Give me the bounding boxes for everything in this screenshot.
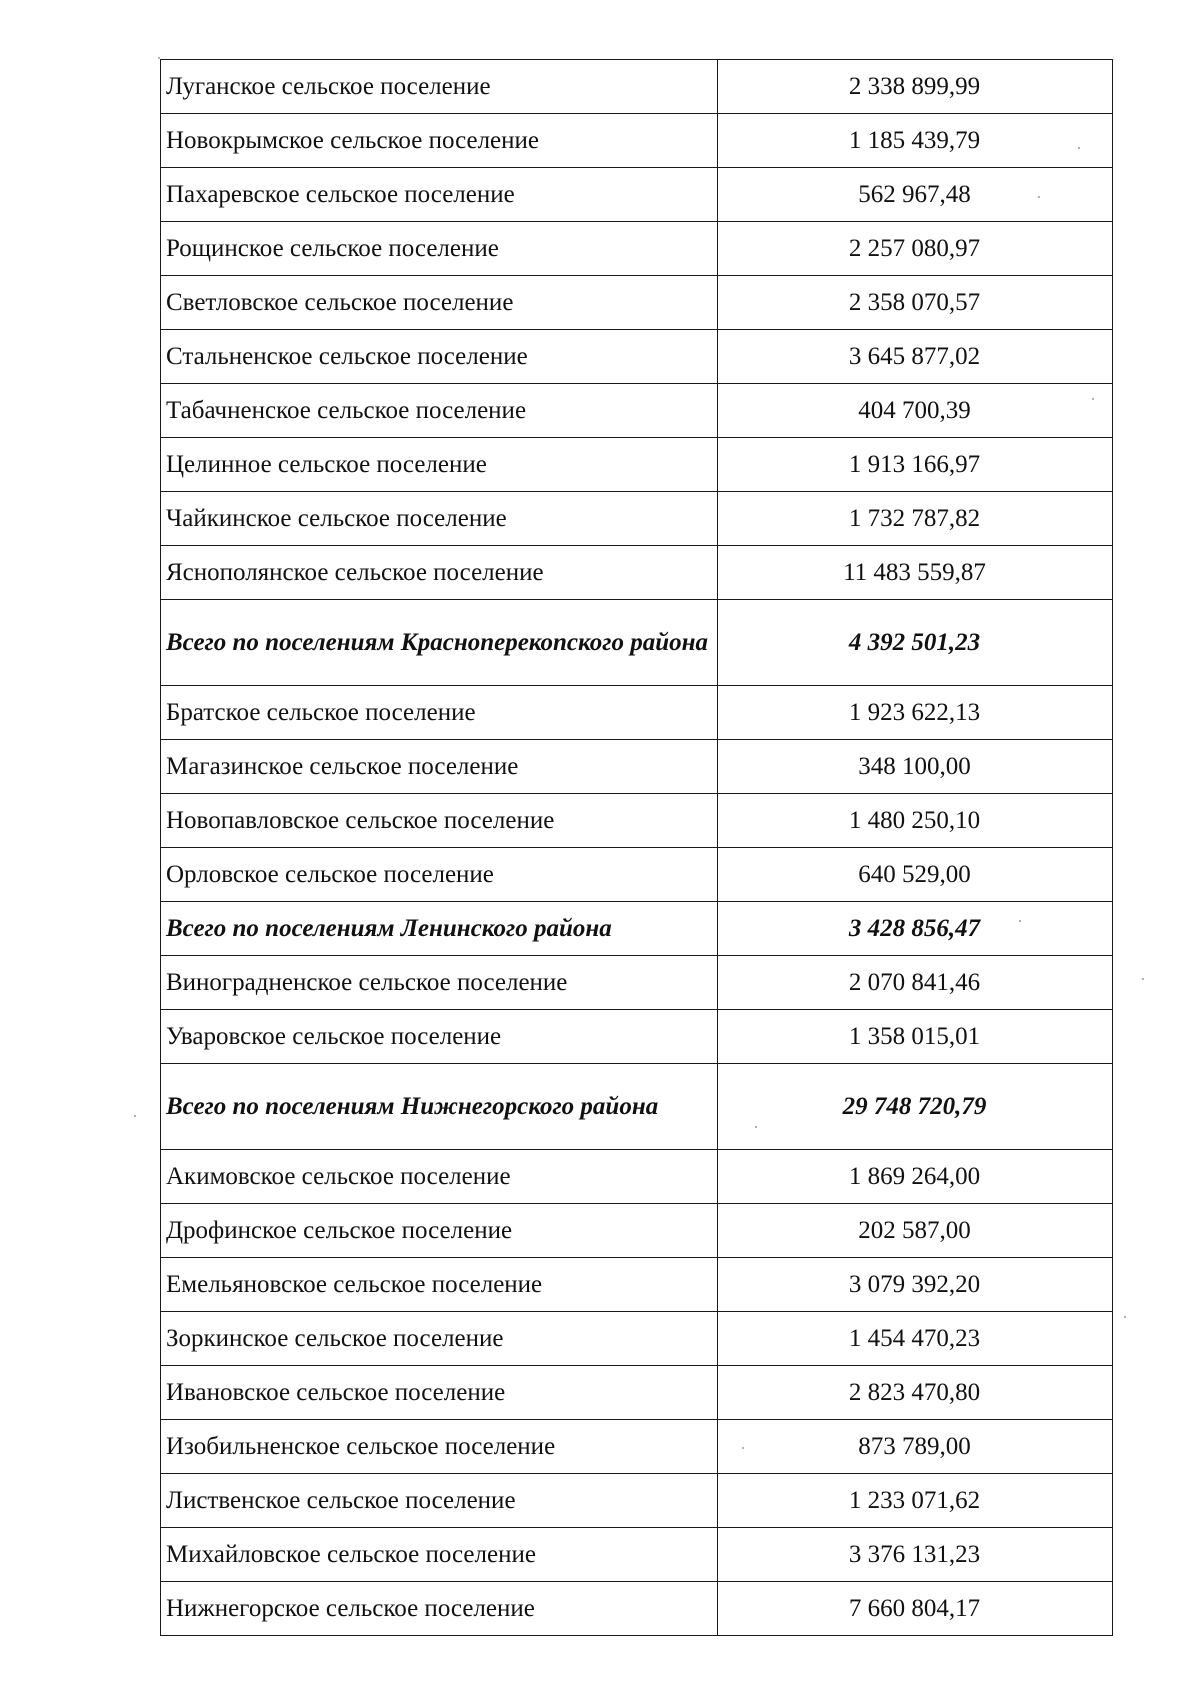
amount-cell: 2 338 899,99 — [718, 60, 1113, 114]
amount-cell: 3 079 392,20 — [718, 1258, 1113, 1312]
total-value-cell: 29 748 720,79 — [718, 1064, 1113, 1150]
settlement-name-cell: Михайловское сельское поселение — [161, 1528, 718, 1582]
table-row — [161, 1258, 1113, 1312]
settlement-name-cell: Чайкинское сельское поселение — [161, 492, 718, 546]
settlement-name-cell: Изобильненское сельское поселение — [161, 1420, 718, 1474]
total-label-cell: Всего по поселениям Ленинского района — [161, 902, 718, 956]
settlement-name-cell: Уваровское сельское поселение — [161, 1010, 718, 1064]
amount-cell: 7 660 804,17 — [718, 1582, 1113, 1636]
settlement-name-cell: Новокрымское сельское поселение — [161, 114, 718, 168]
table-row — [161, 740, 1113, 794]
amount-cell: 1 913 166,97 — [718, 438, 1113, 492]
scan-speck — [1124, 1316, 1126, 1318]
settlement-name-cell: Магазинское сельское поселение — [161, 740, 718, 794]
table-row — [161, 1150, 1113, 1204]
settlement-name-cell: Светловское сельское поселение — [161, 276, 718, 330]
table-row — [161, 1528, 1113, 1582]
amount-cell: 3 376 131,23 — [718, 1528, 1113, 1582]
settlement-name-cell: Емельяновское сельское поселение — [161, 1258, 718, 1312]
table-row — [161, 848, 1113, 902]
scan-speck — [134, 1115, 136, 1117]
amount-cell: 3 645 877,02 — [718, 330, 1113, 384]
settlement-name-cell: Целинное сельское поселение — [161, 438, 718, 492]
table-row — [161, 384, 1113, 438]
settlement-name-cell: Дрофинское сельское поселение — [161, 1204, 718, 1258]
amount-cell: 2 070 841,46 — [718, 956, 1113, 1010]
table-row — [161, 794, 1113, 848]
scan-speck — [1078, 147, 1080, 149]
scan-speck — [742, 1447, 744, 1449]
amount-cell: 1 185 439,79 — [718, 114, 1113, 168]
settlement-name-cell: Лиственское сельское поселение — [161, 1474, 718, 1528]
table-row — [161, 1366, 1113, 1420]
amount-cell: 1 869 264,00 — [718, 1150, 1113, 1204]
settlement-name-cell: Рощинское сельское поселение — [161, 222, 718, 276]
settlement-name-cell: Пахаревское сельское поселение — [161, 168, 718, 222]
amount-cell: 2 257 080,97 — [718, 222, 1113, 276]
scan-speck — [755, 1126, 757, 1128]
table-row — [161, 330, 1113, 384]
amount-cell: 11 483 559,87 — [718, 546, 1113, 600]
table-row — [161, 1420, 1113, 1474]
settlement-name-cell: Табачненское сельское поселение — [161, 384, 718, 438]
table-row — [161, 60, 1113, 114]
table-row — [161, 438, 1113, 492]
amount-cell: 404 700,39 — [718, 384, 1113, 438]
amount-cell: 2 358 070,57 — [718, 276, 1113, 330]
total-value-cell: 4 392 501,23 — [718, 600, 1113, 686]
table-row — [161, 1312, 1113, 1366]
amount-cell: 1 732 787,82 — [718, 492, 1113, 546]
settlement-name-cell: Луганское сельское поселение — [161, 60, 718, 114]
amount-cell: 202 587,00 — [718, 1204, 1113, 1258]
amount-cell: 640 529,00 — [718, 848, 1113, 902]
table-row — [161, 492, 1113, 546]
settlement-name-cell: Стальненское сельское поселение — [161, 330, 718, 384]
table-row — [161, 1582, 1113, 1636]
total-label-cell: Всего по поселениям Красноперекопского района — [161, 600, 718, 686]
table-row — [161, 276, 1113, 330]
table-total-row — [161, 1064, 1113, 1150]
table-row — [161, 168, 1113, 222]
table-row — [161, 222, 1113, 276]
scan-speck — [158, 57, 160, 59]
amount-cell: 1 454 470,23 — [718, 1312, 1113, 1366]
settlement-name-cell: Яснополянское сельское поселение — [161, 546, 718, 600]
table-row — [161, 1474, 1113, 1528]
scan-speck — [1092, 398, 1094, 400]
settlement-name-cell: Ивановское сельское поселение — [161, 1366, 718, 1420]
settlement-name-cell: Акимовское сельское поселение — [161, 1150, 718, 1204]
table-row — [161, 546, 1113, 600]
amount-cell: 1 480 250,10 — [718, 794, 1113, 848]
amount-cell: 1 233 071,62 — [718, 1474, 1113, 1528]
settlement-name-cell: Орловское сельское поселение — [161, 848, 718, 902]
amount-cell: 562 967,48 — [718, 168, 1113, 222]
table-body — [161, 60, 1113, 1636]
table-total-row — [161, 902, 1113, 956]
settlements-table — [160, 59, 1113, 1636]
settlement-name-cell: Новопавловское сельское поселение — [161, 794, 718, 848]
table-row — [161, 686, 1113, 740]
amount-cell: 1 358 015,01 — [718, 1010, 1113, 1064]
settlement-name-cell: Братское сельское поселение — [161, 686, 718, 740]
table-row — [161, 1010, 1113, 1064]
scan-speck — [1142, 978, 1144, 980]
total-label-cell: Всего по поселениям Нижнегорского района — [161, 1064, 718, 1150]
scan-speck — [1019, 920, 1021, 922]
amount-cell: 2 823 470,80 — [718, 1366, 1113, 1420]
total-value-cell: 3 428 856,47 — [718, 902, 1113, 956]
table-total-row — [161, 600, 1113, 686]
table-row — [161, 114, 1113, 168]
scan-speck — [1038, 196, 1040, 198]
amount-cell: 1 923 622,13 — [718, 686, 1113, 740]
settlement-name-cell: Виноградненское сельское поселение — [161, 956, 718, 1010]
settlement-name-cell: Зоркинское сельское поселение — [161, 1312, 718, 1366]
amount-cell: 873 789,00 — [718, 1420, 1113, 1474]
table-row — [161, 956, 1113, 1010]
amount-cell: 348 100,00 — [718, 740, 1113, 794]
settlement-name-cell: Нижнегорское сельское поселение — [161, 1582, 718, 1636]
table-row — [161, 1204, 1113, 1258]
